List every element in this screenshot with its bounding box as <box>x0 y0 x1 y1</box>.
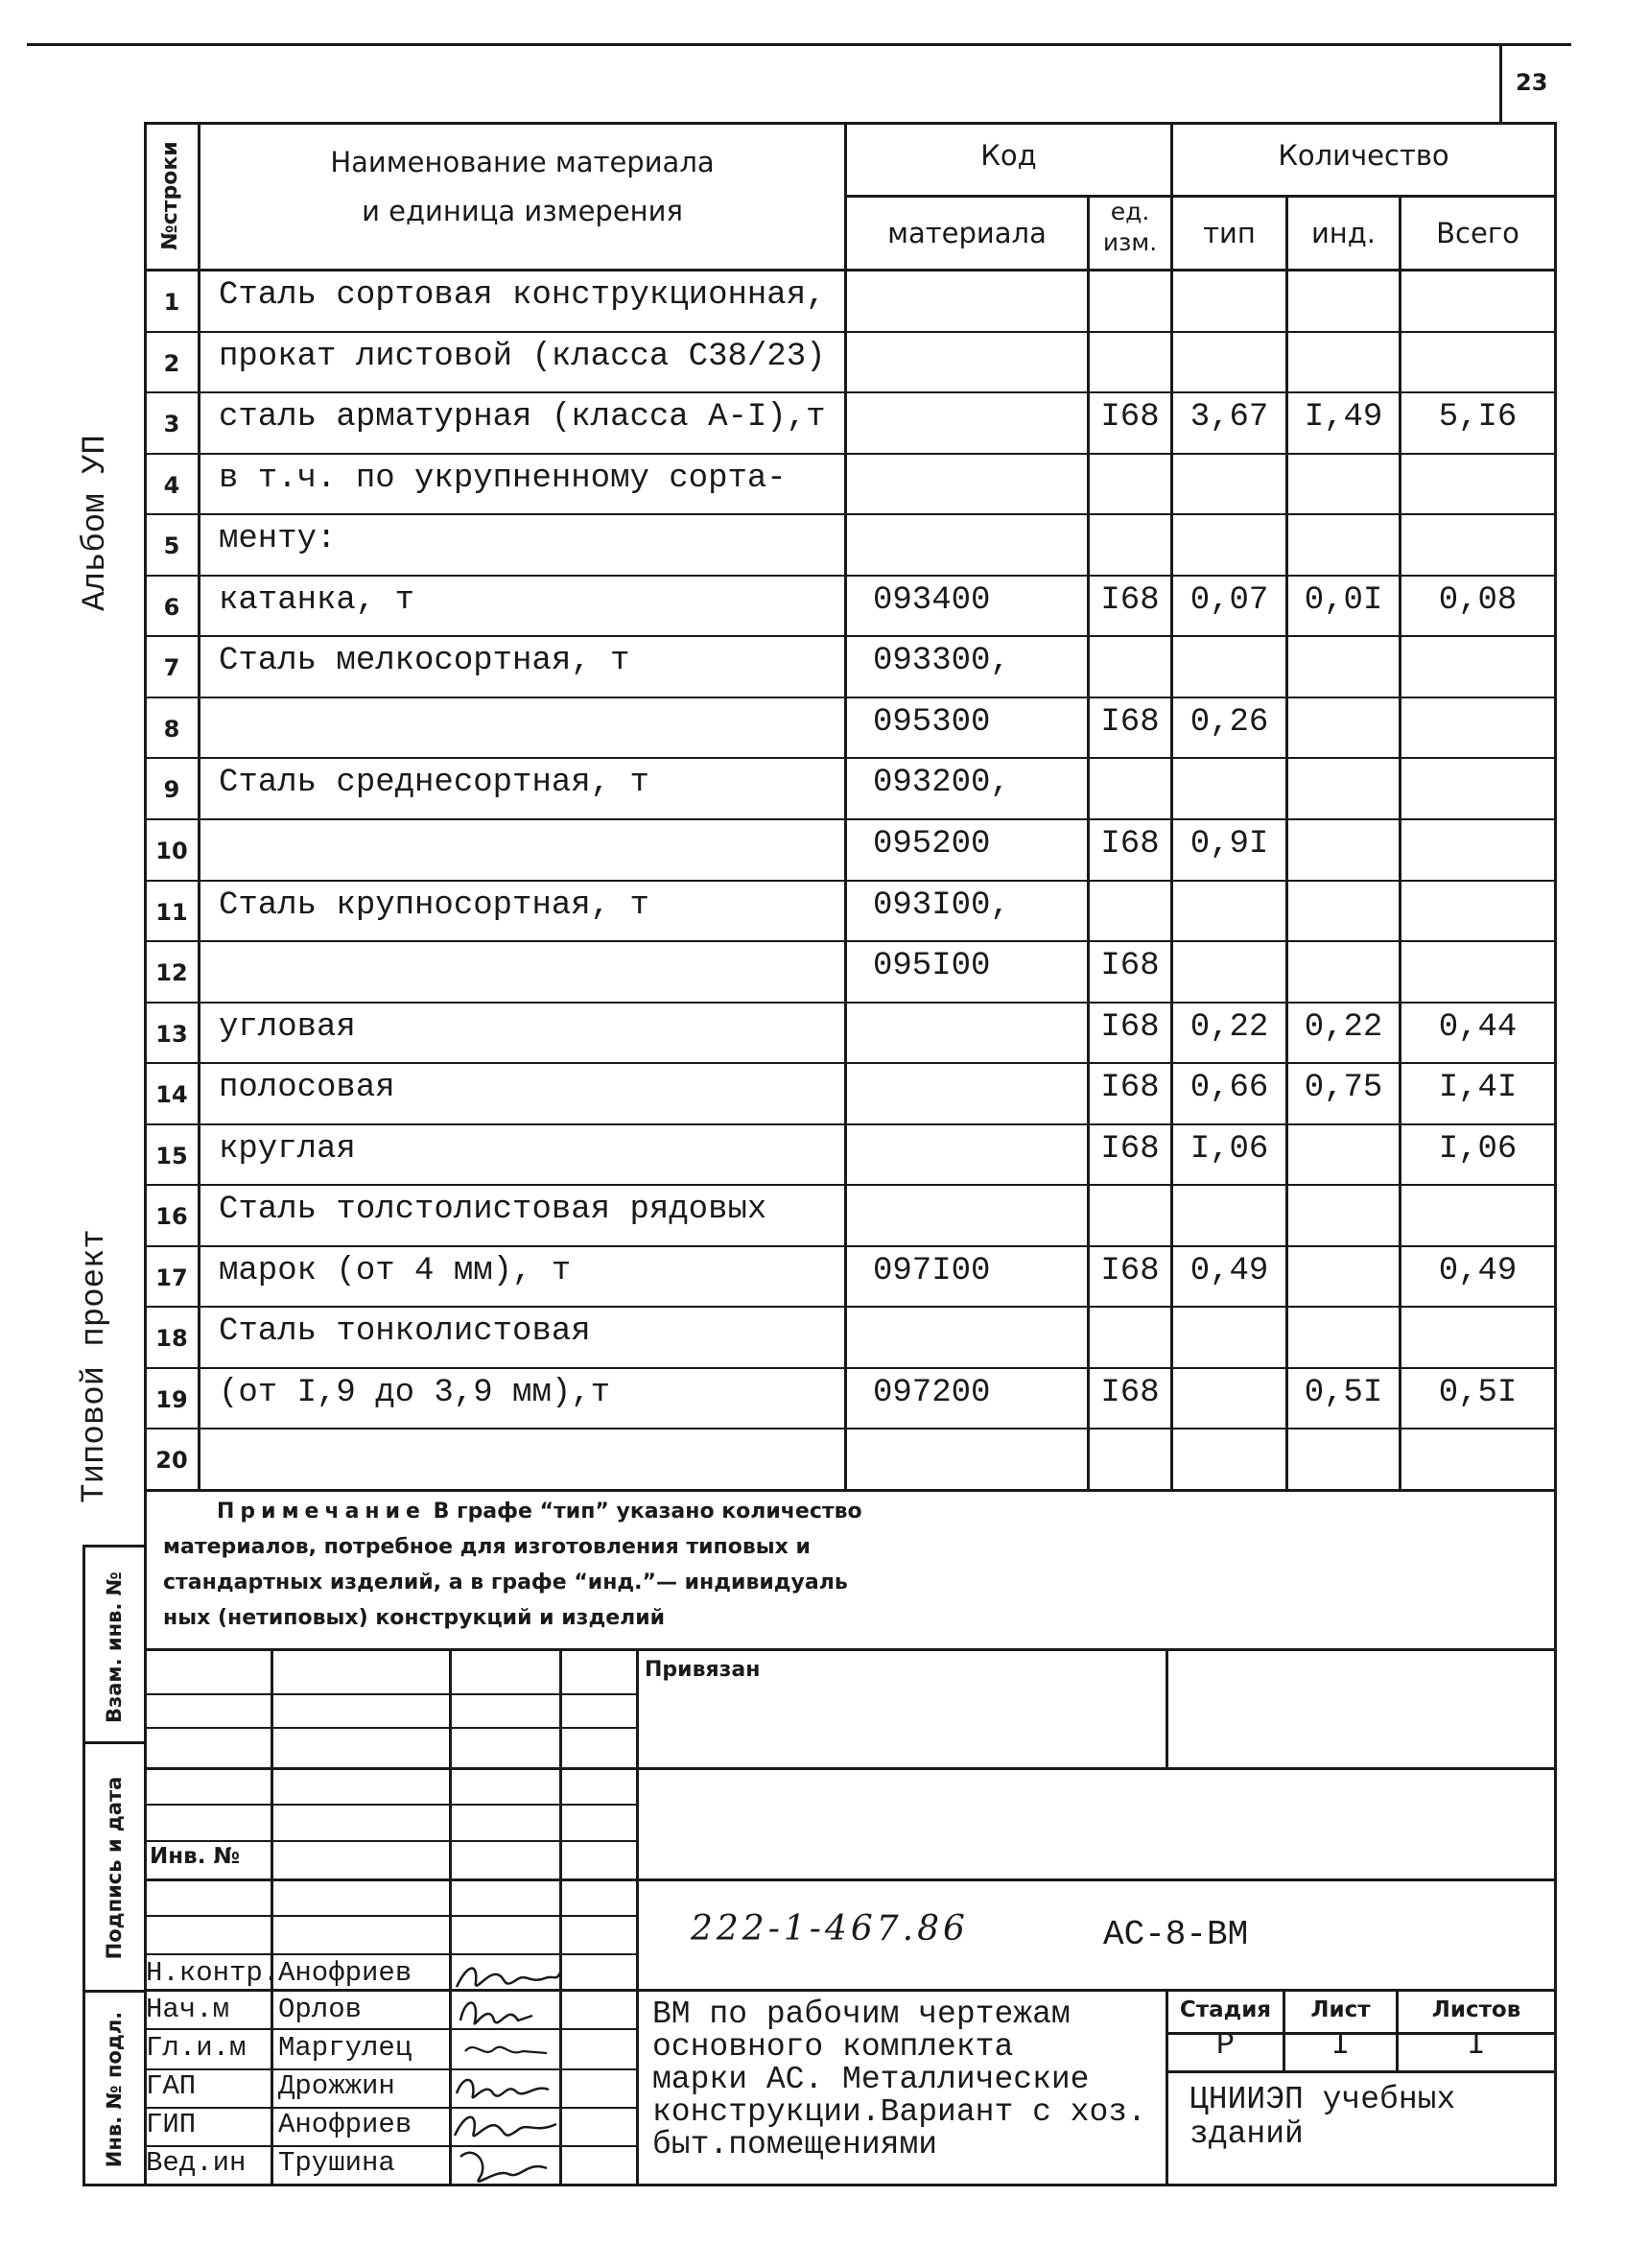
row-16-name: Сталь толстолистовая рядовых <box>219 1192 767 1228</box>
signature-trushina <box>451 2139 556 2192</box>
row-19-code: 097200 <box>873 1375 991 1411</box>
stamp-h1 <box>144 1693 638 1695</box>
row-4-n: 4 <box>163 472 180 499</box>
row-divider <box>144 1428 1557 1429</box>
vzam-label: Взам. инв. № <box>103 1571 126 1723</box>
row-17-type: 0,49 <box>1189 1253 1269 1289</box>
stamp-h9 <box>144 1989 1557 1992</box>
row-7-code: 093300, <box>873 643 1010 679</box>
row-8-unit: I68 <box>1100 704 1160 741</box>
header-unit-line2: изм. <box>1102 228 1158 256</box>
row-divider <box>144 1184 1557 1186</box>
row-14-total: I,4I <box>1438 1070 1518 1106</box>
stage-value: Р <box>1215 2027 1236 2063</box>
staff-role: Вед.ин <box>146 2147 247 2179</box>
row-divider <box>144 697 1557 698</box>
stamp-stage-bottom <box>1166 2070 1557 2073</box>
row-3-n: 3 <box>163 411 180 437</box>
row-15-total: I,06 <box>1438 1131 1518 1168</box>
row-9-name: Сталь среднесортная, т <box>219 765 649 801</box>
row-4-name: в т.ч. по укрупненному сорта- <box>219 461 787 497</box>
note-line1-text: В графе “тип” указано количество <box>433 1500 862 1524</box>
row-divider <box>144 391 1557 393</box>
row-5-name: менту: <box>219 521 337 557</box>
row-10-code: 095200 <box>873 826 991 862</box>
row-divider <box>144 1062 1557 1064</box>
row-7-n: 7 <box>163 654 180 681</box>
row-divider <box>144 757 1557 759</box>
stamp-top-line <box>144 1648 1557 1651</box>
page-number-divider <box>1499 46 1502 123</box>
row-6-type: 0,07 <box>1189 582 1269 619</box>
row-19-unit: I68 <box>1100 1375 1160 1411</box>
org-line-2: зданий <box>1189 2116 1304 2152</box>
stamp-h7 <box>144 1915 638 1917</box>
row-12-n: 12 <box>155 959 188 986</box>
stamp-h2 <box>144 1727 638 1729</box>
header-name-line2: и единица измерения <box>362 195 683 227</box>
staff-role: ГАП <box>146 2070 197 2102</box>
row-8-code: 095300 <box>873 704 991 741</box>
header-bottom-line <box>144 269 1557 272</box>
staff-name: Анофриев <box>278 2109 412 2140</box>
row-1-name: Сталь сортовая конструкционная, <box>219 277 826 314</box>
row-19-name: (от I,9 до 3,9 мм),т <box>219 1375 611 1411</box>
row-15-type: I,06 <box>1189 1131 1269 1168</box>
row-13-unit: I68 <box>1100 1009 1160 1046</box>
strip-sep-3 <box>82 1990 146 1993</box>
header-ind: инд. <box>1310 217 1377 249</box>
row-11-name: Сталь крупносортная, т <box>219 887 649 924</box>
note-line1 <box>217 1500 862 1524</box>
title-line-4: конструкции.Вариант с хоз. <box>652 2094 1146 2130</box>
row-2-n: 2 <box>163 350 180 377</box>
row-1-n: 1 <box>163 289 180 316</box>
doc-number: 222-1-467.86 <box>691 1909 969 1949</box>
title-line-1: ВМ по рабочим чертежам <box>652 1996 1071 2032</box>
row-16-n: 16 <box>155 1203 188 1230</box>
header-material: материала <box>887 217 1047 249</box>
strip-sep-1 <box>82 1545 146 1547</box>
row-17-total: 0,49 <box>1438 1253 1518 1289</box>
row-18-name: Сталь тонколистовая <box>219 1313 591 1350</box>
stamp-h6 <box>144 1878 1557 1881</box>
row-divider <box>144 1367 1557 1369</box>
row-9-code: 093200, <box>873 765 1010 801</box>
title-line-5: быт.помещениями <box>652 2127 938 2162</box>
row-divider <box>144 940 1557 942</box>
row-15-n: 15 <box>155 1143 188 1169</box>
row-14-unit: I68 <box>1100 1070 1160 1106</box>
row-17-name: марок (от 4 мм), т <box>219 1253 572 1289</box>
staff-role: Нач.м <box>146 1994 230 2025</box>
sheets-label: Листов <box>1431 1997 1521 2022</box>
row-14-ind: 0,75 <box>1304 1070 1383 1106</box>
title-line-3: марки АС. Металлические <box>652 2062 1090 2097</box>
staff-name: Дрожжин <box>278 2070 395 2102</box>
row-14-type: 0,66 <box>1189 1070 1269 1106</box>
row-divider <box>144 1245 1557 1247</box>
org-line-1: ЦНИИЭП учебных <box>1189 2082 1456 2117</box>
staff-role: Гл.и.м <box>146 2032 247 2064</box>
row-19-total: 0,5I <box>1438 1375 1518 1411</box>
row-3-type: 3,67 <box>1189 399 1269 436</box>
row-12-code: 095I00 <box>873 948 991 984</box>
row-6-unit: I68 <box>1100 582 1160 619</box>
note-line4: ных (нетиповых) конструкций и изделий <box>163 1606 666 1630</box>
stamp-h3 <box>144 1767 1557 1770</box>
row-divider <box>144 635 1557 637</box>
stamp-h5 <box>144 1840 638 1842</box>
sheet-value: I <box>1331 2027 1351 2063</box>
row-10-unit: I68 <box>1100 826 1160 862</box>
row-18-n: 18 <box>155 1325 188 1352</box>
row-divider <box>144 1002 1557 1004</box>
sheet-label: Лист <box>1310 1997 1371 2022</box>
row-7-name: Сталь мелкосортная, т <box>219 643 630 679</box>
col-line-rowno <box>198 122 200 1492</box>
sign-date-label: Подпись и дата <box>103 1776 126 1960</box>
header-code: Код <box>980 139 1037 172</box>
row-divider <box>144 513 1557 515</box>
header-mid-line <box>844 195 1557 198</box>
staff-name: Маргулец <box>278 2032 412 2064</box>
top-rule <box>27 43 1571 46</box>
inv-no-label: Инв. № подл. <box>103 2011 126 2168</box>
row-6-code: 093400 <box>873 582 991 619</box>
project-label: Типовой проект <box>77 1229 113 1503</box>
row-10-type: 0,9I <box>1189 826 1269 862</box>
row-13-ind: 0,22 <box>1304 1009 1383 1046</box>
header-name-line1: Наименование материала <box>330 146 715 178</box>
row-17-unit: I68 <box>1100 1253 1160 1289</box>
row-divider <box>144 880 1557 882</box>
title-line-2: основного комплекта <box>652 2029 1014 2065</box>
staff-name: Орлов <box>278 1994 363 2025</box>
table-body-bottom <box>144 1489 1557 1492</box>
row-11-n: 11 <box>155 899 188 926</box>
row-20-n: 20 <box>155 1447 188 1474</box>
row-5-n: 5 <box>163 532 180 559</box>
row-15-name: круглая <box>219 1131 356 1168</box>
row-divider <box>144 1123 1557 1125</box>
staff-name: Трушина <box>278 2147 395 2179</box>
staff-role: ГИП <box>146 2109 197 2140</box>
strip-left-border <box>82 1545 85 2186</box>
row-8-n: 8 <box>163 716 180 743</box>
note-line2: материалов, потребное для изготовления типовых и <box>163 1535 811 1559</box>
row-3-unit: I68 <box>1100 399 1160 436</box>
row-divider <box>144 453 1557 455</box>
row-divider <box>144 331 1557 333</box>
row-8-type: 0,26 <box>1189 704 1269 741</box>
table-right-border <box>1554 122 1557 2186</box>
signature-orlov <box>451 1992 547 2035</box>
header-type: тип <box>1203 217 1256 249</box>
row-10-n: 10 <box>155 838 188 864</box>
row-6-total: 0,08 <box>1438 582 1518 619</box>
row-divider <box>144 575 1557 577</box>
stamp-vline-1 <box>271 1648 273 2185</box>
header-total: Всего <box>1436 217 1519 249</box>
doc-code: АС-8-ВМ <box>1103 1915 1249 1954</box>
privyazan-label: Привязан <box>645 1658 761 1682</box>
row-17-n: 17 <box>155 1264 188 1291</box>
row-14-name: полосовая <box>219 1070 395 1106</box>
inv-no-stamp: Инв. № <box>150 1844 241 1869</box>
staff-role: Н.контр. <box>146 1957 280 1989</box>
row-3-total: 5,I6 <box>1438 399 1518 436</box>
page-number: 23 <box>1516 69 1548 96</box>
row-15-unit: I68 <box>1100 1131 1160 1168</box>
row-2-name: прокат листовой (класса С38/23) <box>219 339 826 375</box>
table-bottom-border <box>144 2184 1557 2186</box>
row-11-code: 093I00, <box>873 887 1010 924</box>
row-6-n: 6 <box>163 594 180 621</box>
sheets-value: I <box>1467 2027 1486 2063</box>
album-label: Альбом УП <box>78 435 114 611</box>
stamp-h4 <box>144 1804 638 1806</box>
stage-label: Стадия <box>1179 1997 1272 2022</box>
row-19-ind: 0,5I <box>1304 1375 1383 1411</box>
row-14-n: 14 <box>155 1081 188 1108</box>
note-line3: стандартных изделий, а в графе “инд.”— индивидуаль <box>163 1571 848 1595</box>
row-3-name: сталь арматурная (класса А-I),т <box>219 399 826 436</box>
row-6-ind: 0,0I <box>1304 582 1383 619</box>
stamp-vline-5 <box>1166 1648 1168 1767</box>
row-17-code: 097I00 <box>873 1253 991 1289</box>
row-13-n: 13 <box>155 1021 188 1048</box>
row-3-ind: I,49 <box>1304 399 1383 436</box>
row-divider <box>144 1306 1557 1308</box>
row-13-name: угловая <box>219 1009 356 1046</box>
header-row-number: №строки <box>158 141 182 250</box>
col-line-code <box>844 122 847 1492</box>
row-19-n: 19 <box>155 1386 188 1413</box>
stamp-vline-4 <box>636 1648 639 2185</box>
row-13-total: 0,44 <box>1438 1009 1518 1046</box>
header-unit-line1: ед. <box>1110 198 1150 225</box>
header-quantity: Количество <box>1278 139 1449 172</box>
row-9-n: 9 <box>163 776 180 803</box>
signature-margulets <box>451 2030 556 2068</box>
row-6-name: катанка, т <box>219 582 415 619</box>
stamp-h10 <box>144 2028 638 2030</box>
staff-name: Анофриев <box>278 1957 412 1989</box>
table-top-border <box>144 122 1557 125</box>
row-divider <box>144 818 1557 820</box>
row-12-unit: I68 <box>1100 948 1160 984</box>
note-prefix: Примечание <box>217 1500 426 1524</box>
row-13-type: 0,22 <box>1189 1009 1269 1046</box>
